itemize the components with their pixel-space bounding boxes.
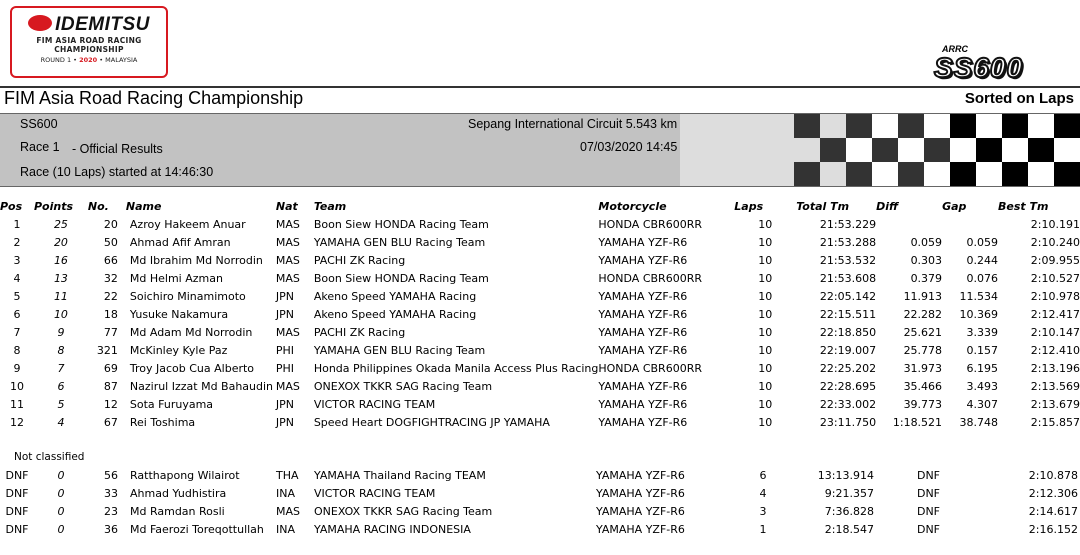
checker-square [872,138,898,162]
cell-moto: YAMAHA YZF-R6 [596,522,685,536]
checker-square [794,138,820,162]
cell-nat: JPN [275,415,294,429]
cell-pts: 10 [53,307,68,321]
cell-best: 2:10.527 [1030,271,1080,285]
cell-name: Ahmad Afif Amran [129,235,231,249]
cell-team: Akeno Speed YAMAHA Racing [313,289,477,303]
table-row [0,215,1080,233]
table-row [0,413,1080,431]
cell-best: 2:12.410 [1030,343,1080,357]
cell-total: 21:53.532 [819,253,877,267]
cell-gap: 0.244 [966,253,999,267]
cell-diff [876,215,942,233]
checker-square [950,114,976,138]
checker-square [846,162,872,186]
checker-square [680,162,690,186]
checker-square [768,138,794,162]
cell-gap: 6.195 [966,361,999,375]
cell-pos: 11 [9,397,24,411]
cell-diff: 25.621 [903,325,943,339]
cell-total: 22:18.850 [819,325,877,339]
cell-nat: JPN [275,397,294,411]
checker-square [1002,162,1028,186]
cell-gap [940,502,996,520]
checker-square [976,138,1002,162]
cell-nat: JPN [275,307,294,321]
cell-moto: YAMAHA YZF-R6 [598,379,688,393]
cell-diff: 22.282 [903,307,943,321]
col-team: Team [313,199,347,213]
cell-nat: MAS [275,325,300,339]
cell-no: 32 [103,271,118,285]
cell-diff: DNF [916,486,940,500]
cell-diff: DNF [916,522,940,536]
cell-gap: 0.076 [966,271,999,285]
cell-laps: 10 [758,271,773,285]
table-row [0,484,1078,502]
cell-best: 2:09.955 [1030,253,1080,267]
cell-laps: 10 [758,343,773,357]
table-header [0,197,1080,215]
checker-square [716,114,742,138]
logo-line1: FIM ASIA ROAD RACING [36,36,142,45]
cell-no: 87 [103,379,118,393]
cell-diff: 35.466 [903,379,943,393]
cell-gap: 0.157 [966,343,999,357]
cell-no: 36 [104,522,118,536]
checker-square [768,114,794,138]
cell-best: 2:13.569 [1030,379,1080,393]
table-row [0,287,1080,305]
checker-square [976,162,1002,186]
checker-square [690,162,716,186]
checker-square [690,114,716,138]
cell-team: Boon Siew HONDA Racing Team [313,271,489,285]
checker-square [846,114,872,138]
cell-pts: 25 [53,217,68,231]
cell-nat: MAS [275,253,300,267]
col-total: Total Tm [796,199,850,213]
cell-moto: YAMAHA YZF-R6 [596,468,685,482]
checker-square [1054,114,1080,138]
cell-name: Troy Jacob Cua Alberto [129,361,255,375]
col-name: Name [125,199,162,213]
cell-no: 20 [103,217,118,231]
cell-team: Speed Heart DOGFIGHTRACING JP YAMAHA [313,415,550,429]
cell-total: 22:28.695 [819,379,877,393]
cell-moto: YAMAHA YZF-R6 [598,325,688,339]
not-classified-label: Not classified [14,451,85,463]
cell-nat: INA [276,522,295,536]
cell-total: 13:13.914 [817,468,874,482]
checker-square [716,162,742,186]
checker-square [768,162,794,186]
cell-team: YAMAHA GEN BLU Racing Team [313,343,486,357]
cell-laps: 10 [758,379,773,393]
cell-diff: 25.778 [903,343,943,357]
cell-name: Azroy Hakeem Anuar [129,217,246,231]
checker-square [1028,162,1054,186]
cell-pos: 10 [9,379,24,393]
cell-pts: 16 [53,253,68,267]
cell-no: 77 [103,325,118,339]
cell-pts: 5 [57,397,65,411]
cell-moto: YAMAHA YZF-R6 [598,289,688,303]
cell-no: 69 [103,361,118,375]
series-logo-top: ARRC [942,44,968,54]
cell-best: 2:14.617 [1028,504,1078,518]
cell-pts: 8 [57,343,65,357]
race-start: Race (10 Laps) started at 14:46:30 [20,165,214,179]
info-band [0,113,1080,187]
cell-no: 23 [104,504,118,518]
cell-moto: YAMAHA YZF-R6 [598,415,688,429]
col-no: No. [87,199,109,213]
cell-team: YAMAHA GEN BLU Racing Team [313,235,486,249]
cell-laps: 10 [758,235,773,249]
cell-laps: 10 [758,307,773,321]
cell-pts: 13 [53,271,68,285]
cell-team: PACHI ZK Racing [313,325,406,339]
cell-laps: 10 [758,361,773,375]
checkered-flag-pattern [680,114,1080,186]
cell-moto: YAMAHA YZF-R6 [598,307,688,321]
logo-brand: IDEMITSU [55,14,150,35]
col-pos: Pos [0,199,23,213]
cell-name: Md Faerozi Toreqottullah [130,522,264,536]
checker-square [1002,114,1028,138]
cell-pts: 0 [57,504,65,518]
cell-total: 23:11.750 [819,415,877,429]
cell-diff: 1:18.521 [892,415,943,429]
cell-name: Nazirul Izzat Md Bahaudin [129,379,274,393]
cell-name: Md Ramdan Rosli [130,504,225,518]
checker-square [898,162,924,186]
cell-no: 67 [103,415,118,429]
cell-gap [940,484,996,502]
cell-moto: YAMAHA YZF-R6 [596,504,685,518]
cell-pos: DNF [5,468,29,482]
cell-best: 2:10.878 [1028,468,1078,482]
cell-no: 18 [103,307,118,321]
table-row [0,323,1080,341]
checker-square [898,114,924,138]
checker-square [1054,138,1080,162]
table-row [0,520,1078,538]
cell-nat: INA [276,486,295,500]
cell-best: 2:12.306 [1028,486,1078,500]
checker-square [820,138,846,162]
cell-best: 2:13.196 [1030,361,1080,375]
checker-square [820,114,846,138]
cell-nat: MAS [276,504,300,518]
cell-moto: YAMAHA YZF-R6 [598,343,688,357]
cell-diff: DNF [916,468,940,482]
cell-laps: 4 [759,486,767,500]
cell-team: VICTOR RACING TEAM [314,486,436,500]
cell-team: Honda Philippines Okada Manila Access Plus Racing [313,361,599,375]
cell-pts: 20 [53,235,68,249]
cell-gap: 38.748 [959,415,999,429]
checker-square [1002,138,1028,162]
table-row [0,502,1078,520]
cell-total: 22:25.202 [819,361,877,375]
cell-total: 21:53.288 [819,235,877,249]
checker-square [820,162,846,186]
cell-gap [942,215,998,233]
cell-gap: 4.307 [966,397,999,411]
cell-laps: 10 [758,253,773,267]
checker-square [742,162,768,186]
cell-best: 2:16.152 [1028,522,1078,536]
cell-nat: JPN [275,289,294,303]
cell-gap [940,466,996,484]
checker-square [950,138,976,162]
cell-no: 12 [103,397,118,411]
cell-pos: 6 [13,307,21,321]
cell-pos: 12 [9,415,24,429]
cell-pos: 4 [13,271,21,285]
cell-team: Boon Siew HONDA Racing Team [313,217,489,231]
checker-square [742,114,768,138]
cell-pts: 7 [57,361,65,375]
cell-pts: 0 [57,522,65,536]
sorted-label: Sorted on Laps [964,90,1074,107]
cell-laps: 10 [758,397,773,411]
table-row [0,377,1080,395]
idemitsu-emblem-icon [28,15,52,31]
col-gap: Gap [942,199,967,213]
checker-square [872,162,898,186]
col-best: Best Tm [998,199,1049,213]
cell-best: 2:10.191 [1030,217,1080,231]
checker-square [742,138,768,162]
checker-square [976,114,1002,138]
cell-team: YAMAHA RACING INDONESIA [314,522,471,536]
cell-gap: 0.059 [966,235,999,249]
cell-name: Yusuke Nakamura [129,307,229,321]
col-nat: Nat [275,199,298,213]
cell-total: 2:18.547 [824,522,874,536]
cell-name: Sota Furuyama [129,397,214,411]
cell-no: 33 [104,486,118,500]
cell-laps: 6 [759,468,767,482]
cell-total: 22:33.002 [819,397,877,411]
cell-diff: 0.059 [910,235,943,249]
cell-pos: 5 [13,289,21,303]
cell-laps: 10 [758,289,773,303]
checker-square [924,162,950,186]
cell-diff: 11.913 [903,289,943,303]
race-datetime: 07/03/2020 14:45 [580,140,678,154]
class-label: SS600 [20,117,58,131]
cell-team: VICTOR RACING TEAM [313,397,436,411]
table-row [0,359,1080,377]
cell-team: ONEXOX TKKR SAG Racing Team [314,504,493,518]
cell-pos: 3 [13,253,21,267]
cell-total: 7:36.828 [824,504,874,518]
checker-square [1054,162,1080,186]
cell-name: Soichiro Minamimoto [129,289,246,303]
cell-nat: THA [276,468,299,482]
cell-no: 22 [103,289,118,303]
cell-diff: 31.973 [903,361,943,375]
cell-name: Rei Toshima [129,415,196,429]
cell-no: 56 [104,468,118,482]
cell-name: McKinley Kyle Paz [129,343,228,357]
circuit-label: Sepang International Circuit 5.543 km [468,117,678,131]
cell-total: 22:15.511 [819,307,877,321]
cell-diff: 39.773 [903,397,943,411]
cell-laps: 1 [759,522,767,536]
cell-best: 2:10.147 [1030,325,1080,339]
checker-square [1028,138,1054,162]
cell-team: PACHI ZK Racing [313,253,406,267]
cell-total: 21:53.229 [819,217,877,231]
cell-gap [940,520,996,538]
cell-name: Md Ibrahim Md Norrodin [129,253,263,267]
cell-moto: YAMAHA YZF-R6 [598,397,688,411]
table-row [0,305,1080,323]
cell-best: 2:10.240 [1030,235,1080,249]
checker-square [794,162,820,186]
cell-laps: 10 [758,415,773,429]
table-row [0,395,1080,413]
cell-pos: 9 [13,361,21,375]
idemitsu-logo [10,6,168,78]
cell-nat: MAS [275,379,300,393]
table-row [0,251,1080,269]
cell-laps: 10 [758,217,773,231]
cell-team: YAMAHA Thailand Racing TEAM [314,468,486,482]
cell-best: 2:15.857 [1030,415,1080,429]
cell-pts: 6 [57,379,65,393]
cell-best: 2:13.679 [1030,397,1080,411]
cell-pos: 7 [13,325,21,339]
cell-nat: MAS [275,217,300,231]
checker-square [898,138,924,162]
cell-name: Md Adam Md Norrodin [129,325,253,339]
cell-diff: DNF [916,504,940,518]
cell-moto: HONDA CBR600RR [598,271,702,285]
cell-pos: DNF [5,504,29,518]
page-title: FIM Asia Road Racing Championship [4,88,304,108]
cell-total: 21:53.608 [819,271,877,285]
cell-total: 22:05.142 [819,289,877,303]
cell-best: 2:12.417 [1030,307,1080,321]
cell-moto: YAMAHA YZF-R6 [596,486,685,500]
col-moto: Motorcycle [598,199,667,213]
cell-moto: HONDA CBR600RR [598,361,702,375]
table-row [0,233,1080,251]
cell-total: 9:21.357 [824,486,874,500]
cell-name: Ahmad Yudhistira [130,486,227,500]
cell-name: Md Helmi Azman [129,271,223,285]
cell-no: 50 [103,235,118,249]
cell-pos: DNF [5,522,29,536]
checker-square [872,114,898,138]
checker-square [690,138,716,162]
cell-gap: 11.534 [959,289,999,303]
results-label: - Official Results [72,142,163,156]
cell-pos: 2 [13,235,21,249]
cell-gap: 3.339 [966,325,999,339]
cell-team: Akeno Speed YAMAHA Racing [313,307,477,321]
checker-square [1028,114,1054,138]
cell-nat: MAS [275,235,300,249]
cell-team: ONEXOX TKKR SAG Racing Team [313,379,493,393]
cell-diff: 0.303 [910,253,943,267]
results-table [0,197,1080,431]
checker-square [680,114,690,138]
cell-pos: 1 [13,217,21,231]
cell-best: 2:10.978 [1030,289,1080,303]
checker-square [846,138,872,162]
race-label: Race 1 [20,140,60,154]
col-points: Points [33,199,73,213]
logo-round: ROUND 1 • 2020 • MALAYSIA [40,56,138,64]
cell-name: Ratthapong Wilairot [130,468,240,482]
cell-nat: PHI [275,343,295,357]
cell-pts: 0 [57,468,65,482]
checker-square [794,114,820,138]
cell-no: 66 [103,253,118,267]
col-diff: Diff [876,199,899,213]
dnf-table [0,466,1078,538]
ss600-logo [932,44,1072,83]
cell-pos: 8 [13,343,21,357]
checker-square [924,114,950,138]
cell-pts: 4 [57,415,65,429]
table-row [0,341,1080,359]
logo-line2: CHAMPIONSHIP [54,45,124,54]
cell-gap: 3.493 [966,379,999,393]
cell-moto: YAMAHA YZF-R6 [598,235,688,249]
cell-diff: 0.379 [910,271,943,285]
cell-laps: 10 [758,325,773,339]
cell-pts: 9 [57,325,65,339]
cell-no: 321 [96,343,118,357]
series-logo-main: SS600 [934,52,1024,83]
checker-square [716,138,742,162]
table-row [0,466,1078,484]
cell-pos: DNF [5,486,29,500]
cell-laps: 3 [759,504,767,518]
table-row [0,269,1080,287]
col-laps: Laps [734,199,764,213]
cell-moto: YAMAHA YZF-R6 [598,253,688,267]
cell-nat: MAS [275,271,300,285]
cell-gap: 10.369 [959,307,999,321]
cell-nat: PHI [275,361,295,375]
cell-total: 22:19.007 [819,343,877,357]
checker-square [924,138,950,162]
checker-square [950,162,976,186]
cell-moto: HONDA CBR600RR [598,217,702,231]
cell-pts: 11 [53,289,68,303]
cell-pts: 0 [57,486,65,500]
checker-square [680,138,690,162]
